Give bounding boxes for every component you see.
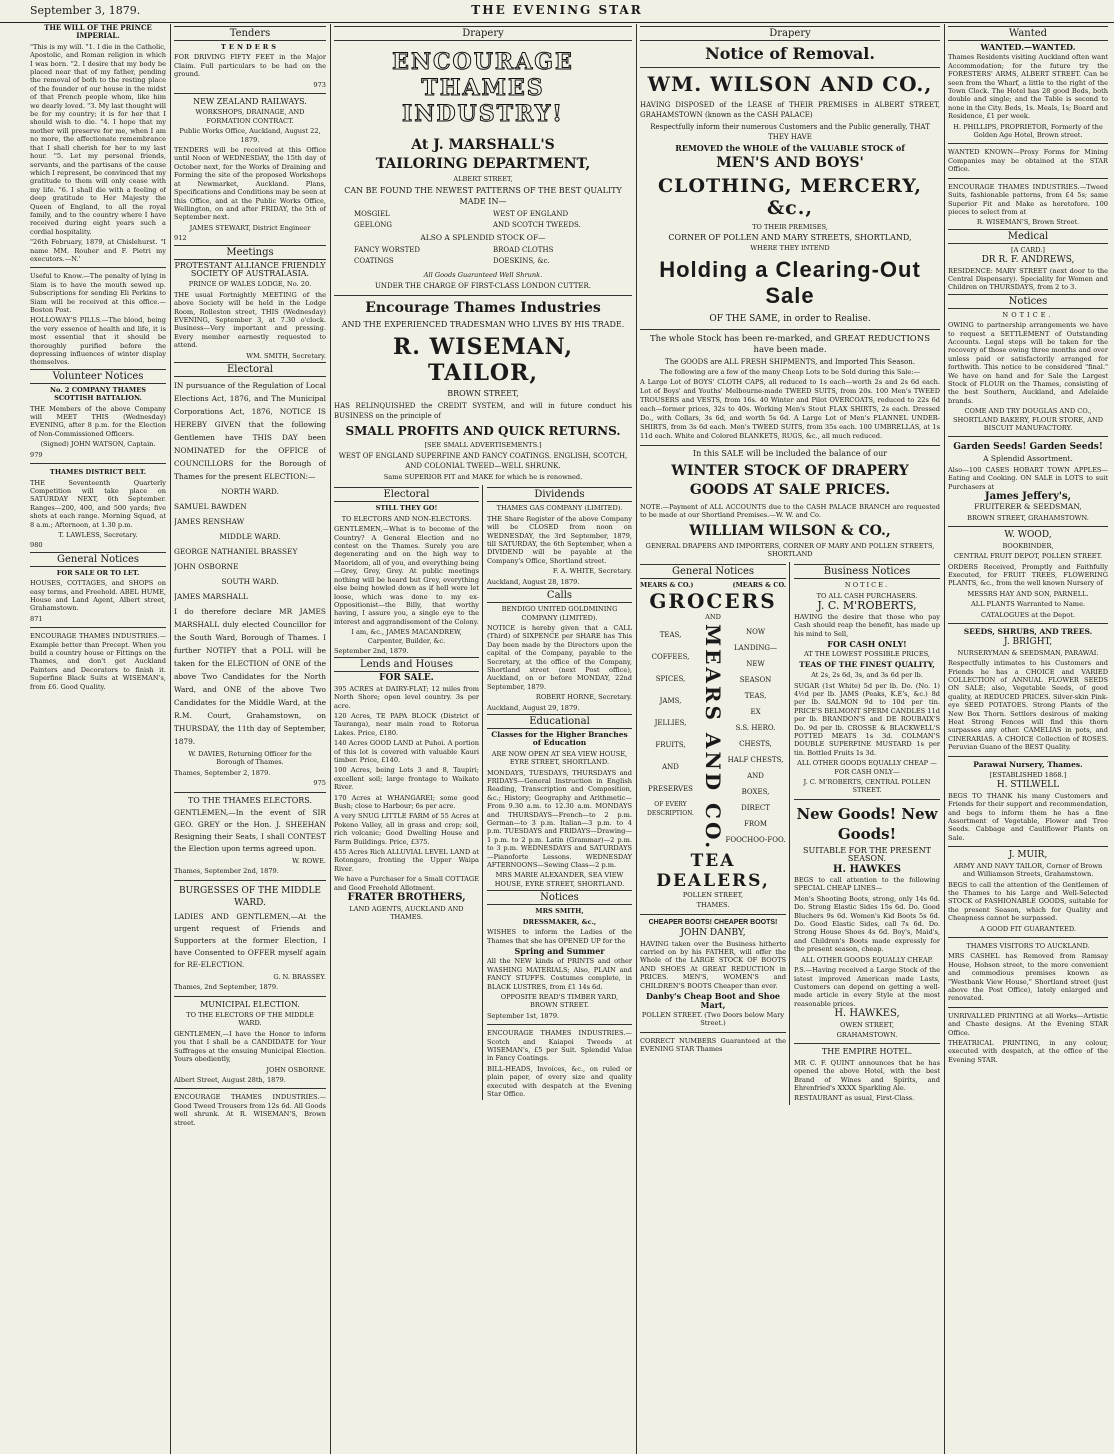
ad-body: REMOVED the WHOLE of the VALUABLE STOCK of — [675, 143, 905, 153]
section-header: Educational — [487, 714, 632, 729]
mears-body — [640, 624, 786, 851]
listing: 100 Acres, being Lots 3 and 8, Taupiri; excellent soil; large frontage to Waikato River. — [334, 766, 479, 792]
tea-item: HALF CHESTS, — [727, 755, 784, 764]
ad-date: Thames, 2nd September, 1879. — [174, 983, 279, 992]
ad-title: STILL THEY GO! — [375, 504, 438, 513]
price-list: SUGAR (1st White) 5d per lb. Do. (No. 1) 4½d per lb. JAMS (Peaks, K.E's, &c.) 8d per lb. SALMON 9d to 10d per tin. PRICE'S BELMONT SPERM CANDLES 11d per lb. BRANDON'S and DE ROUBAIX'S Do. 9d per lb. CROSSE & BLACKWELL'S POTTED MEATS 1s 3d. COLMAN'S DOUBLE SUPERFINE MUSTARD 1s per tin. Bottled Fruits 1s 3d. — [794, 681, 940, 757]
ad-subtitle: NURSERYMAN & SEEDSMAN, PARAWAI. — [957, 648, 1099, 657]
candidate: SAMUEL BAWDEN — [174, 502, 247, 511]
ad-title: MRS SMITH, — [535, 907, 584, 916]
ad-subtitle: ALSO A SPLENDID STOCK OF— — [420, 233, 546, 243]
ad-title: Classes for the Higher Branches of Education — [491, 729, 628, 748]
ad-title: TAILORING DEPARTMENT, — [375, 156, 591, 172]
tea-item: NEW — [746, 659, 765, 668]
mears-vertical: MEARS AND CO. — [701, 623, 725, 852]
column-5 — [640, 24, 940, 1454]
product: JAMS, — [659, 696, 682, 705]
ad-subtitle: [ESTABLISHED 1868.] — [989, 771, 1067, 780]
product: TEAS, — [659, 630, 682, 639]
ad-title: J. BRIGHT, — [1003, 637, 1053, 648]
ad-highlight: Spring and Summer — [514, 945, 605, 956]
ad-body: GENTLEMEN,—What is to become of the Country? A General Election and no contest on the Thames. Surely you are degenerating and on the high way to Maoridom, all of you, and everything being—Grey, Grey, Grey. At public meetings nothing will be heard but Grey, everything else being howled down as if hell were let loose, which was done to my ex-Oppositionist—the Billy, that worthy having, I assure you, a single eye to the interest and aggrandisement of the Colony. — [334, 525, 479, 626]
ad-subtitle: PRINCE OF WALES LODGE, No. 20. — [188, 280, 312, 289]
ad-title: BENDIGO UNITED GOLDMINING COMPANY (LIMITED). — [501, 605, 618, 622]
ad-signature: W. ROWE. — [292, 857, 326, 866]
business-block — [794, 562, 940, 1104]
ad-signature: I am, &c., JAMES MACANDREW, Carpenter, Builder, &c. — [351, 628, 462, 645]
ad-title: H. HAWKES — [833, 863, 901, 875]
ad-subtitle: TO THE ELECTORS OF THE MIDDLE WARD. — [186, 1011, 314, 1028]
ad-body: All the NEW kinds of PRINTS and other WASHING MATERIALS; Also, PLAIN and FANCY STUFFS. Costumes complete, in BLACK LUSTRES, from £1 14s 6d. — [487, 957, 632, 991]
tea-item: TEAS, — [744, 691, 767, 700]
ad-subtitle: ALL PLANTS Warranted to Name. — [970, 600, 1086, 609]
ad-number: 973 — [313, 80, 326, 89]
ad-date: Auckland, August 28, 1879. — [487, 577, 580, 586]
tea-item: CHESTS, — [739, 739, 772, 748]
tea-item: DIRECT — [741, 803, 770, 812]
fabric-item: WEST OF ENGLAND — [493, 210, 569, 219]
ad-subtitle: AT THE LOWEST POSSIBLE PRICES, — [803, 650, 931, 659]
ad-subtitle: CORNER OF POLLEN AND MARY STREETS, SHORTLAND, — [668, 232, 912, 242]
ad-title: SEEDS, SHRUBS, AND TREES. — [963, 626, 1093, 636]
ad-subtitle: TO THEIR PREMISES, — [752, 223, 828, 232]
ad-number: 975 — [313, 779, 326, 788]
section-header: Lends and Houses — [334, 657, 479, 672]
ad-title: NOTICE. — [1002, 310, 1054, 319]
ad-body: UNDER THE CHARGE OF FIRST-CLASS LONDON CUTTER. — [375, 282, 591, 291]
ad-signature: F. A. WHITE, Secretary. — [552, 567, 632, 576]
ad-subtitle: OWEN STREET, — [840, 1020, 894, 1029]
ad-body: LADIES AND GENTLEMEN,—At the urgent request of Friends and Supporters at the former Election, I have Consented to OFFER myself again for RE-ELECTION. — [174, 911, 326, 969]
candidate: JAMES MARSHALL — [174, 592, 248, 601]
column-rule — [330, 24, 331, 1454]
ad-subtitle: POLLEN STREET. (Two Doors below Mary Street.) — [641, 1010, 785, 1028]
ad-body: THE Share Register of the above Company will be CLOSED from noon on WEDNESDAY, the 3rd September, 1879, till SATURDAY, the 6th September, when a DIVIDEND will be payable at the Company's Office, Shortland street. — [487, 514, 632, 565]
ad-title: No. 2 COMPANY THAMES SCOTTISH BATTALION. — [49, 385, 147, 403]
ward-name: SOUTH WARD. — [221, 577, 279, 586]
ad-signature: W. DAVIES, Returning Officer for the Borough of Thames. — [188, 750, 312, 767]
column-7 — [948, 24, 1108, 1454]
section-header: Drapery — [334, 26, 632, 41]
ad-signature: R. WISEMAN'S, Brown Street. — [976, 218, 1080, 227]
section-header: Business Notices — [794, 564, 940, 579]
ad-subtitle: CATALOGUES at the Depot. — [981, 610, 1075, 619]
ad-note: [SEE SMALL ADVERTISEMENTS.] — [424, 440, 542, 449]
section-header: Dividends — [487, 487, 632, 502]
ad-body: HAVING DISPOSED of the LEASE of THEIR PREMISES in ALBERT STREET, GRAHAMSTOWN (known as the CASH PALACE) — [640, 101, 940, 119]
ad-subtitle: ARE NOW OPEN AT SEA VIEW HOUSE, EYRE STREET, SHORTLAND. — [491, 749, 628, 767]
ad-title: FRATER BROTHERS, — [347, 892, 466, 904]
ad-title: BURGESSES OF THE MIDDLE WARD. — [178, 885, 322, 908]
ad-signature: JOHN OSBORNE. — [266, 1065, 326, 1074]
ad-body: THEATRICAL PRINTING, in any colour, executed with despatch, at the office of the Evening STAR. — [948, 1039, 1108, 1064]
ad-body: CAN BE FOUND THE NEWEST PATTERNS OF THE BEST QUALITY MADE IN— — [344, 186, 622, 207]
section-header: Meetings — [174, 245, 326, 260]
ad-body: NOTE.—Payment of ALL ACCOUNTS due to the CASH PALACE BRANCH are requested to be made at our Shortland Premises.—W. W. and Co. — [640, 502, 940, 520]
ad-subtitle: SUITABLE FOR THE PRESENT SEASON. — [803, 845, 931, 864]
ad-headline: THAMES — [421, 75, 545, 101]
ad-title: WANTED.—WANTED. — [980, 42, 1076, 52]
ad-number: 980 — [30, 541, 43, 550]
section-header: Volunteer Notices — [30, 369, 166, 384]
ad-subtitle: ALBERT STREET, — [453, 175, 513, 183]
ad-body: BEGS to call the attention of the Gentlemen of the Thames to his Large and Well-Selected STOCK of FASHIONABLE GOODS, suitable for the present Season, which for Quality and Cheapness cannot be surpassed. — [948, 880, 1108, 923]
ad-body: THE usual Fortnightly MEETING of the above Society will be held in the Lodge Room, Rolleston street, THIS (Wednesday) EVENING, September 3, at 7.30 o'clock. Business—Very important and pressing. Every member earnestly requested to attend. — [174, 290, 326, 350]
listing: A very SNUG LITTLE FARM of 55 Acres at Pokeno Valley, all in grass and crop; soil, rich volcanic; Good Dwelling House and Farm Buildings. Price, £375. — [334, 812, 479, 846]
ad-body: CORRECT NUMBERS Guaranteed at the EVENING STAR Thames — [640, 1036, 786, 1054]
ad-body: ENCOURAGE THAMES INDUSTRIES.—Scotch and Kaiapoi Tweeds at WISEMAN's, £5 per Suit. Splendid Value in Fancy Coatings. — [487, 1029, 632, 1063]
ad-title: Parawai Nursery, Thames. — [973, 759, 1083, 769]
price-list: Men's Shooting Boots, strong, only 14s 6d. Do. Strong Elastic Sides 15s 6d. Do. Good Bluchers 9s 6d. Women's Kid Boots 5s 6d. Do. Good Elastic Sides, call 7s 6d. Do. Strong House Shoes 4s 6d. Boy's, Maid's, and Children's Boots made expressly for the present season, cheap. — [794, 894, 940, 954]
ad-title: FOR SALE OR TO LET. — [56, 568, 140, 577]
ad-date: Thames, September 2nd, 1879. — [174, 867, 279, 876]
ad-body: Also—100 CASES HOBART TOWN APPLES—Eating and Cooking. ON SALE in LOTS to suit Purchasers at — [948, 465, 1108, 491]
article-title: THE WILL OF THE PRINCE IMPERIAL. — [44, 24, 152, 41]
ad-title: Encourage Thames Industries — [365, 300, 601, 317]
electoral-block — [334, 485, 483, 1100]
ad-subtitle: A GOOD FIT GUARANTEED. — [979, 924, 1077, 933]
ad-headline: CLOTHING, MERCERY, &c., — [658, 175, 922, 220]
listing: 455 Acres Rich ALLUVIAL LEVEL LAND at Rotongaro, fronting the Upper Waipa River. — [334, 848, 479, 873]
ad-title: Notice of Removal. — [705, 44, 875, 63]
ad-title: Garden Seeds! Garden Seeds! — [953, 442, 1103, 453]
ad-signature: T. LAWLESS, Secretary. — [58, 530, 138, 539]
ad-headline: Holding a Clearing-Out Sale — [659, 256, 921, 308]
ad-body: RESIDENCE: MARY STREET (next door to the Central Dispensary). Speciality for Women and Children on THURSDAYS, from 2 to 3. — [948, 266, 1108, 292]
ad-body: WISHES to inform the Ladies of the Thames that she has OPENED UP for the — [487, 928, 632, 945]
ad-body: HAVING taken over the Business hitherto carried on by his FATHER, will offer the Whole of the LARGE STOCK OF BOOTS AND SHOES At GREAT REDUCTION in PRICES. MEN'S, WOMEN'S and CHILDREN'S BOOTS Cheaper than ever. — [640, 939, 786, 990]
section-header: Drapery — [640, 26, 940, 41]
grocers-headline: GROCERS — [649, 589, 777, 614]
ad-body: THE Seventeenth Quarterly Competition will take place on SATURDAY NEXT, 6th September. Ranges—200, 400, and 500 yards; five shots at each range. Morning Squad, at 8 a.m.; Afternoon, at 1.30 p.m. — [30, 478, 166, 529]
ad-body: UNRIVALLED PRINTING at all Works—Artistic and Chaste designs. At the Evening STAR Office. — [948, 1011, 1108, 1037]
column-rule — [944, 24, 945, 1454]
ad-number: 871 — [30, 614, 43, 623]
ad-body: In this SALE will be included the balance of our — [692, 449, 888, 459]
ad-title: JOHN DANBY, — [680, 928, 746, 939]
ad-subtitle: Public Works Office, Auckland, August 22, 1879. — [179, 127, 321, 144]
ad-date: September 1st, 1879. — [487, 1011, 560, 1020]
listing: 170 Acres at WHANGAREI; some good Bush; close to Harbour; 6s per acre. — [334, 793, 479, 811]
ad-body: P.S.—Having received a Large Stock of the latest improved American made Lasts, Customers can depend on getting a well-made article in every Style at the most reasonable prices. — [794, 966, 940, 1008]
ad-signature: WM. SMITH, Secretary. — [246, 351, 326, 360]
ad-body: IN pursuance of the Regulation of Local Elections Act, 1876, and The Municipal Corporations Act, 1876, NOTICE IS HEREBY GIVEN that the following Gentlemen have THIS DAY been NOMINATED for the OFFICE of COUNCILLORS for the Borough of Thames for the present ELECTION:— — [174, 381, 326, 481]
tea-item: FOOCHOO-FOO. — [725, 835, 786, 844]
ad-body: RESTAURANT as usual, First-Class. — [794, 1094, 915, 1103]
ad-signature: G. N. BRASSEY. — [273, 972, 326, 981]
tea-list — [725, 624, 786, 851]
ad-subtitle: THAMES. — [696, 901, 730, 910]
ad-body: Respectfully intimates to his Customers and Friends he has a CHOICE and VARIED COLLECTION of ANNUAL FLOWER SEEDS ON SALE; also, Vegetable Seeds, of good quality, at REDUCED PRICES. Silver-skin Pink-eye SEED POTATOES. Strong Plants of the New Box Thorn. Settlers desirous of making Heat Strong Fences will find this thorn surpasses any other. CAMELIAS in pots, and CINERARIAS. A CHOICE Collection of ROSES. Peruvian Guano of the BEST Quality. — [948, 659, 1108, 752]
ad-title: THAMES DISTRICT BELT. — [49, 468, 147, 477]
mears-label: (MEARS & CO. — [732, 581, 786, 590]
article-body: Useful to Know.—The penalty of lying in Siam is to have the mouth sewed up. Subscriptions for sending Eli Perkins to Siam will be received at this office.—Boston Post. — [30, 272, 166, 314]
tea-dealers-headline: TEA DEALERS, — [656, 851, 770, 892]
column-1 — [30, 24, 166, 1454]
fabric-item: COATINGS — [354, 256, 394, 265]
ad-subtitle: MEN'S AND BOYS' — [716, 155, 864, 172]
ad-title: THAMES VISITORS TO AUCKLAND. — [966, 941, 1090, 950]
fabric-list — [334, 209, 632, 231]
ad-body: HAVING the desire that those who pay Cash should reap the benefit, has made up his mind to Sell, — [794, 612, 940, 638]
ad-signature: J. C. M'ROBERTS, CENTRAL POLLEN STREET. — [803, 778, 931, 795]
candidate: JAMES RENSHAW — [174, 517, 245, 526]
lower-split — [640, 562, 940, 1104]
column-rule — [170, 24, 171, 1454]
ad-headline: WINTER STOCK OF DRAPERY GOODS AT SALE PRICES. — [671, 462, 909, 498]
section-header: Calls — [487, 588, 632, 603]
product: COFFEES, — [651, 652, 690, 661]
issue-date: September 3, 1879. — [30, 4, 141, 17]
product: AND — [662, 762, 679, 771]
ad-subtitle: At 2s, 2s 6d, 3s, and 3s 6d per lb. — [811, 671, 923, 680]
fabric-list — [334, 245, 632, 267]
ad-subtitle: BROWN STREET, — [447, 389, 519, 399]
ad-subtitle: BROWN STREET, GRAHAMSTOWN. — [967, 513, 1089, 522]
section-header: Medical — [948, 229, 1108, 244]
ad-title: James Jeffery's, — [984, 491, 1072, 503]
mears-block — [640, 562, 790, 1104]
ad-body: MR C. F. QUINT announces that he has opened the above Hotel, with the best Brand of Wines and Spirits, and Ehrenfried's XXXX Sparkling Ale. — [794, 1058, 940, 1092]
ad-title: WILLIAM WILSON & CO., — [689, 522, 891, 539]
ad-title: PROTESTANT ALLIANCE FRIENDLY SOCIETY OF AUSTRALASIA. — [174, 260, 326, 278]
lower-split — [334, 485, 632, 1100]
ad-signature: JAMES STEWART, District Engineer — [189, 223, 311, 232]
ad-subtitle: ALL OTHER GOODS EQUALLY CHEAP. — [801, 955, 933, 964]
listing: 120 Acres, TE PAPA BLOCK (District of Tauranga), near main road to Rotorua Lakes. Price, £180. — [334, 711, 479, 737]
ad-body: HAS RELINQUISHED the CREDIT SYSTEM, and will in future conduct his BUSINESS on the principle of — [334, 401, 632, 420]
ad-title: H. STILWELL — [996, 780, 1060, 791]
ad-subtitle: OPPOSITE READ'S TIMBER YARD, BROWN STREET. — [500, 992, 619, 1010]
ad-headline: New Goods! New Goods! — [796, 804, 938, 843]
fabric-item: AND SCOTCH TWEEDS. — [493, 221, 581, 230]
ad-title: H. HAWKES, — [834, 1008, 900, 1020]
ad-title: FOR SALE. — [379, 673, 434, 684]
ad-body: GENTLEMEN,—I have the Honor to inform you that I shall be a CANDIDATE for Your Suffrages at the ensuing Municipal Election. Yours obediently, — [174, 1029, 326, 1064]
listing: 395 ACRES at DAIRY-FLAT; 12 miles from North Shore; open level country. 3s per acre. — [334, 684, 479, 710]
products-list — [640, 624, 701, 851]
section-header: Electoral — [174, 362, 326, 377]
article-body: HOLLOWAY'S PILLS.—The blood, being the very essence of health and life, it is most essential that it should be thoroughly purified before the depressing influences of winter display themselves. — [30, 316, 166, 367]
ad-body: HOUSES, COTTAGES, and SHOPS on easy terms, and Freehold. ABEL HUME, House and Land Agent, Albert street, Grahamstown. — [30, 579, 166, 613]
section-header: Notices — [487, 890, 632, 905]
ad-subtitle: FRUITERER & SEEDSMAN, — [974, 502, 1082, 512]
ad-body: ENCOURAGE THAMES INDUSTRIES.—Example better than Precept. When you build a country house or Fittings on the Thames, and don't get Auckland Painters and Decorators to finish it. Superfine Black Suits at WISEMAN's, from £6. Good Quality. — [30, 632, 166, 691]
ad-body: ORDERS Received, Promptly and Faithfully Executed, for FRUIT TREES, FLOWERING PLANTS, &c., from the well known Nursery of — [948, 562, 1108, 588]
ad-subtitle: AND THE EXPERIENCED TRADESMAN WHO LIVES BY HIS TRADE. — [341, 320, 625, 330]
ad-body: Thames Residents visiting Auckland often want Accommodation; for the future try the FORESTERS' ARMS, ALBERT STREET. Can be seen from the Wharf, a little to the right of the Town Clock. The Hotel has 28 good Beds, both double and single; and the Table is second to none in the City. Beds, 1s. Meals, 1s; Board and Residence, £1 per week. — [948, 53, 1108, 121]
ad-title: NOTICE. — [844, 581, 890, 590]
ad-signature: COME AND TRY DOUGLAS AND CO., SHORTLAND BAKERY, FLOUR STORE, AND BISCUIT MANUFACTORY. — [952, 407, 1104, 433]
ad-date: September 2nd, 1879. — [334, 646, 409, 655]
tea-item: BOXES, — [741, 787, 770, 796]
product: JELLIES, — [654, 718, 687, 727]
ad-subtitle: LAND AGENTS, AUCKLAND AND THAMES. — [349, 904, 464, 921]
ad-body: The GOODS are ALL FRESH SHIPMENTS, and Imported This Season. — [665, 357, 915, 366]
product: OF EVERY DESCRIPTION. — [647, 800, 694, 817]
ad-body: All Goods Guaranteed Well Shrunk. — [423, 270, 543, 279]
ad-signature: (Signed) JOHN WATSON, Captain. — [40, 440, 156, 449]
ad-subtitle: TO ELECTORS AND NON-ELECTORS. — [341, 514, 472, 523]
ad-body: NOTICE is hereby given that a CALL (Third) of SIXPENCE per SHARE has This Day been made by the Directors upon the capital of the Company, payable to the Secretary, at the office of the Company, Shortland street (next Post office), Auckland, on or before MONDAY, 22nd September, 1879. — [487, 623, 632, 691]
ad-title: TEAS OF THE FINEST QUALITY, — [799, 659, 935, 669]
ad-body: MONDAYS, TUESDAYS, THURSDAYS and FRIDAYS—General Instruction in English Reading, Transcription and Composition, &c.; History; Geography and Arithmetic—From 9.30 a.m. to 12.30 a.m. MONDAYS and THURSDAYS—French—to 2 p.m. German—to 3 p.m. Italian—3 p.m. to 4 p.m. TUESDAYS and FRIDAYS—Drawing—1 p.m. to 2 p.m. Latin (Grammar)—2 p.m. to 3 p.m. WEDNESDAYS and SATURDAYS—Pianoforte Lessons. WEDNESDAY AFTERNOONS—Sewing Class—2 p.m. — [487, 768, 632, 870]
ad-body: AND — [705, 613, 721, 622]
section-header: General Notices — [30, 552, 166, 567]
section-header: Notices — [948, 294, 1108, 309]
ad-body: WEST OF ENGLAND SUPERFINE AND FANCY COATINGS. ENGLISH, SCOTCH, AND COLONIAL TWEED—WELL SHRUNK. — [338, 452, 628, 471]
ad-signature: MRS MARIE ALEXANDER, SEA VIEW HOUSE, EYRE STREET, SHORTLAND. — [494, 871, 625, 888]
product: PRESERVES — [648, 784, 693, 793]
ad-date: Albert Street, August 28th, 1879. — [174, 1075, 286, 1084]
listing: We have a Purchaser for a Small COTTAGE and Good Freehold Allotment. — [334, 875, 479, 892]
ad-title: J. MUIR, — [1008, 850, 1048, 861]
tea-item: EX — [750, 707, 761, 716]
dividends-block — [487, 485, 632, 1100]
ad-title: W. WOOD, — [1004, 530, 1052, 541]
ad-date: Auckland, August 29, 1879. — [487, 703, 580, 712]
fabric-item: BROAD CLOTHS — [493, 245, 554, 254]
ad-number: 912 — [174, 234, 187, 243]
ad-body: Respectfully inform their numerous Customers and the Public generally, THAT THEY HAVE — [650, 123, 930, 141]
product: SPICES, — [655, 674, 686, 683]
ad-subtitle: GENERAL DRAPERS AND IMPORTERS, CORNER OF MARY AND POLLEN STREETS, SHORTLAND — [645, 541, 935, 559]
ad-title: TO THE THAMES ELECTORS. — [187, 795, 313, 805]
ad-body: WANTED KNOWN—Proxy Forms for Mining Companies may be obtained at the STAR Office. — [948, 148, 1108, 174]
ad-subtitle: A Splendid Assortment. — [983, 454, 1073, 464]
masthead — [0, 0, 1114, 23]
mears-label: MEARS & CO.) — [640, 581, 694, 590]
ward-name: MIDDLE WARD. — [219, 532, 281, 541]
ad-title: Danby's Cheap Boot and Shoe Mart, — [645, 991, 781, 1010]
ad-subtitle: ALL OTHER GOODS EQUALLY CHEAP —FOR CASH ONLY— — [797, 759, 937, 776]
ad-title: NEW ZEALAND RAILWAYS. — [193, 97, 307, 107]
section-header: Wanted — [948, 26, 1108, 41]
ad-body: I do therefore declare MR JAMES MARSHALL duly elected Councillor for the South Ward, Borough of Thames. I further NOTIFY that a POLL will be taken for the ELECTION of ONE of the above Two Candidates for the North Ward, and ONE of the above Two Candidates for the Middle Ward, at the R.M. Court, Grahamstown, on THURSDAY, the 11th day of September, 1879. — [174, 607, 326, 746]
ad-body: ENCOURAGE THAMES INDUSTRIES.—Good Tweed Trousers from 12s 6d. All Goods well shrunk. At R. WISEMAN'S, Brown street. — [174, 1093, 326, 1127]
ad-title: MUNICIPAL ELECTION. — [200, 999, 300, 1009]
ad-body: MRS CASHEL has Removed from Ramsay House, Hobson street, to the more convenient and commodious premises known as "Westbank View House," Shortland street (just above the Post Office), lately enlarged and renovated. — [948, 952, 1108, 1003]
newspaper-title: THE EVENING STAR — [471, 3, 643, 17]
ad-body: BILL-HEADS, Invoices, &c., on ruled or plain paper, of every size and quality executed with despatch at the Evening Star Office. — [487, 1064, 632, 1098]
ad-subtitle: DRESSMAKER, &c., — [522, 917, 597, 926]
tea-item: FROM — [743, 819, 768, 828]
ad-title: THE EMPIRE HOTEL. — [821, 1047, 913, 1057]
ad-subtitle: BOOKBINDER, — [1002, 541, 1054, 550]
ad-body: OWING to partnership arrangements we have to request a SETTLEMENT of Outstanding Accounts. Legal steps will be taken for the recovery of those owing three months and over unless paid or satisfactorily arranged for forthwith. This notice to be considered "final." We have on hand and for Sale the Largest Stock of FLOUR on the Thames, consisting of the best Southern, Auckland, and Adelaide brands. — [948, 321, 1108, 405]
tea-item: SEASON — [739, 675, 772, 684]
ad-body: THE Members of the above Company will MEET THIS (Wednesday) EVENING, after 8 p.m. for the Election of Non-Commissioned Officers. — [30, 404, 166, 438]
ad-title: TENDERS — [221, 43, 279, 51]
ad-body: GENTLEMEN,—In the event of SIR GEO. GREY or the Hon. J. SHEEHAN Resigning their Seats, I shall CONTEST the Election upon terms agreed upon. — [174, 808, 326, 854]
tea-item: S.S. HERO. — [735, 723, 776, 732]
fabric-item: GEELONG — [354, 221, 392, 230]
tea-item: AND — [747, 771, 764, 780]
ad-title: THAMES GAS COMPANY (LIMITED). — [496, 504, 623, 513]
ad-title: DR R. F. ANDREWS, — [981, 255, 1075, 266]
ad-headline: R. WISEMAN, TAILOR, — [392, 334, 574, 387]
candidate: JOHN OSBORNE — [174, 562, 239, 571]
ad-body: ENCOURAGE THAMES INDUSTRIES.—Tweed Suits, fashionable patterns, from £4 5s; same Superior Fit and Make as heretofore. 100 pieces to select from at — [948, 182, 1108, 216]
ad-subtitle: POLLEN STREET, — [682, 891, 744, 900]
ad-body: Same SUPERIOR FIT and MAKE for which he is renowned. — [383, 473, 583, 482]
article-body: "This is my will. "1. I die in the Catholic, Apostolic, and Roman religion in which I was born. "2. I desire that my body be placed near that of my father, pending the removal of both to the resting place of the founder of our house in the midst of that French people whom, like him we dearly loved. "3. My last thought will be for my country; it is for her that I should wish to die. "4. I hope that my mother will preserve for me, when I am no more, the affectionate remembrance that I shall cherish for her to my last hour. "5. Let my personal friends, servants, and the partisans of the cause which I represent, be convinced that my gratitude to them will only cease with my life. "6. I shall die with a feeling of deep gratitude to Her Majesty the Queen of England, to all the royal family, and to the country where I have received during eight years such a cordial hospitality. — [30, 42, 166, 236]
ad-body: The following are a few of the many Cheap Lots to be Sold during this Sale:— — [659, 368, 921, 377]
product: FRUITS, — [655, 740, 686, 749]
section-header: Electoral — [334, 487, 479, 502]
ad-body: The whole Stock has been re-marked, and GREAT REDUCTIONS have been made. — [649, 333, 931, 355]
tea-item: LANDING— — [734, 643, 777, 652]
ad-signature: ROBERT HORNE, Secretary. — [535, 693, 632, 702]
ad-body: BEGS TO THANK his many Customers and Friends for their support and recommendation, and begs to inform them he has a fine Assortment of Vegetable, Flower and Tree Seeds. Cabbage and Cauliflower Plants on Sale. — [948, 791, 1108, 842]
ad-date: Thames, September 2, 1879. — [174, 768, 271, 777]
fabric-item: MOSGIEL — [354, 210, 390, 219]
ad-subtitle: WORKSHOPS, DRAINAGE, AND FORMATION CONTRACT. — [195, 108, 305, 125]
listing: 140 Acres GOOD LAND at Puhoi. A portion of this lot is covered with valuable Kauri timber. Price, £140. — [334, 739, 479, 764]
tea-item: NOW — [745, 627, 766, 636]
ad-signature: H. PHILLIPS, PROPRIETOR, Formerly of the Golden Age Hotel, Brown street. — [953, 122, 1103, 140]
column-rule — [636, 24, 637, 1454]
ad-body: TENDERS will be received at this Office until Noon of WEDNESDAY, the 15th day of October next, for the Works of Draining and Forming the site of the proposed Workshops at Newmarket, Auckland. Plans, Specifications and Conditions may be seen at this Office, and at the Public Works Office, Wellington, on and after FRIDAY, the 5th of September next. — [174, 146, 326, 222]
ad-subtitle: CENTRAL FRUIT DEPOT, POLLEN STREET. — [953, 552, 1103, 561]
fabric-item: FANCY WORSTED — [354, 245, 421, 254]
ward-name: NORTH WARD. — [221, 487, 279, 496]
ad-slogan: SMALL PROFITS AND QUICK RETURNS. — [345, 423, 621, 438]
section-header: Tenders — [174, 26, 326, 41]
ad-headline: ENCOURAGE — [392, 49, 574, 75]
sale-items: A Large Lot of BOYS' CLOTH CAPS, all reduced to 1s each—worth 2s and 2s 6d each. Lot of Boys' and Youths' Melbourne-made TWEED SUITS, from 20s. 100 Men's TWEED TROUSERS and VESTS, from 16s. 40 Winter and Pilot OVERCOATS, reduced to 22s 6d each—former prices, 32s to 40s. Working Men's Stout FLAX SHIRTS, 2s each. Dressed Do., with Collars, 3s 6d, and worth 5s 6d. A Large Lot of Men's FLANNEL UNDER-SHIRTS, from 3s 6d each. Men's TWEED SUITS, from 35s each. 100 UMBRELLAS, at 1s 11d each. White and Colored BLANKETS, RUGS, &c., all much reduced. — [640, 378, 940, 441]
ad-subtitle: OF THE SAME, in order to Realise. — [709, 313, 871, 324]
ad-subtitle: GRAHAMSTOWN. — [836, 1030, 898, 1039]
ad-body: BEGS to call attention to the following SPECIAL CHEAP LINES— — [794, 876, 940, 893]
ad-subtitle: ARMY AND NAVY TAILOR, Corner of Brown and Williamson Streets, Grahamstown. — [953, 861, 1103, 879]
fabric-item: DOESKINS, &c. — [493, 256, 550, 265]
article-body: "26th February, 1879, at Chislehurst. "I name MM. Rouher and F. Pietri my executors.—N.' — [30, 238, 166, 263]
ad-subtitle: WHERE THEY INTEND — [750, 244, 830, 253]
ad-title: FOR CASH ONLY! — [827, 638, 907, 649]
ad-note: [A CARD.] — [1011, 245, 1045, 254]
section-header: General Notices — [640, 564, 786, 579]
ad-subtitle: MESSRS HAY AND SON, PARNELL. — [967, 589, 1089, 598]
ad-headline: WM. WILSON AND CO., — [647, 72, 933, 96]
column-3 — [334, 24, 632, 1454]
ad-title: J. C. M'ROBERTS, — [817, 599, 917, 613]
ad-subtitle: TO ALL CASH PURCHASERS. — [816, 591, 918, 600]
ad-title: At J. MARSHALL'S — [411, 137, 555, 153]
ad-body: FOR DRIVING FIFTY FEET in the Major Claim. Full particulars to be had on the ground. — [174, 53, 326, 79]
candidate: GEORGE NATHANIEL BRASSEY — [174, 547, 298, 556]
ad-title: CHEAPER BOOTS! CHEAPER BOOTS! — [648, 918, 778, 926]
ad-headline: INDUSTRY! — [402, 101, 564, 127]
mears-header — [640, 581, 786, 589]
column-2 — [174, 24, 326, 1454]
ad-number: 979 — [30, 450, 43, 459]
